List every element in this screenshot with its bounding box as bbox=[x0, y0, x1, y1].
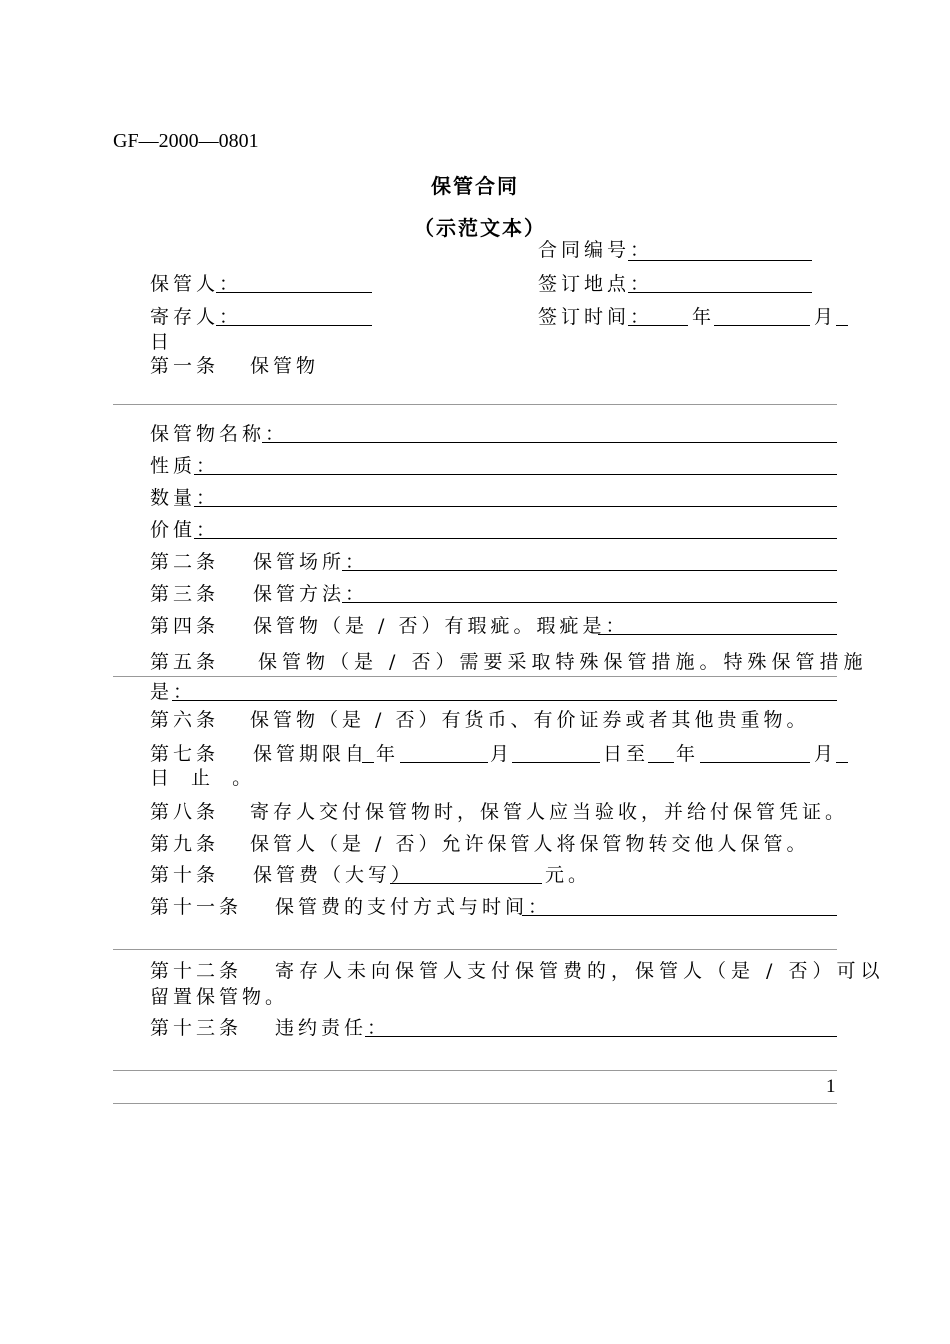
special-measures-field[interactable] bbox=[172, 700, 837, 701]
time-label: 签订时间： bbox=[538, 306, 654, 328]
article-11-text: 保管费的支付方式与时间： bbox=[275, 896, 552, 918]
period-end-month-field[interactable] bbox=[700, 762, 810, 763]
item-value-label: 价值： bbox=[150, 519, 220, 541]
article-3-text: 保管方法： bbox=[253, 583, 369, 605]
article-2-text: 保管场所： bbox=[253, 551, 369, 573]
custodian-label: 保管人： bbox=[150, 273, 243, 295]
payment-method-field[interactable] bbox=[522, 915, 837, 916]
article-5-num: 第五条 bbox=[150, 651, 220, 673]
period-month-unit: 月 bbox=[490, 743, 514, 765]
breach-liability-field[interactable] bbox=[365, 1036, 837, 1037]
item-nature-label: 性质： bbox=[150, 455, 220, 477]
period-end-day-field[interactable] bbox=[836, 762, 848, 763]
article-1-text: 保管物 bbox=[250, 355, 320, 377]
day-field[interactable] bbox=[836, 325, 848, 326]
article-13-num: 第十三条 bbox=[150, 1017, 243, 1039]
article-8-text: 寄存人交付保管物时，保管人应当验收，并给付保管凭证。 bbox=[250, 801, 849, 823]
item-nature-field[interactable] bbox=[194, 474, 837, 475]
item-quantity-label: 数量： bbox=[150, 487, 220, 509]
article-10-text: 保管费（大写） bbox=[253, 864, 415, 886]
contract-no-field[interactable] bbox=[628, 260, 812, 261]
item-name-label: 保管物名称： bbox=[150, 423, 289, 445]
article-4-text: 保管物（是 / 否）有瑕疵。瑕疵是： bbox=[253, 615, 629, 637]
article-6-text: 保管物（是 / 否）有货币、有价证券或者其他贵重物。 bbox=[250, 709, 810, 731]
page-number: 1 bbox=[826, 1076, 836, 1097]
item-name-field[interactable] bbox=[262, 442, 837, 443]
fee-amount-field[interactable] bbox=[390, 883, 542, 884]
storage-method-field[interactable] bbox=[342, 602, 837, 603]
article-3-num: 第三条 bbox=[150, 583, 220, 605]
year-unit: 年 bbox=[692, 306, 716, 328]
period-end-year-field[interactable] bbox=[648, 762, 674, 763]
period-month-unit-2: 月 bbox=[814, 743, 838, 765]
document-subtitle: （示范文本） bbox=[414, 216, 546, 240]
defect-field[interactable] bbox=[598, 634, 837, 635]
article-13-text: 违约责任： bbox=[275, 1017, 391, 1039]
period-start-year-field[interactable] bbox=[362, 762, 374, 763]
month-unit: 月 bbox=[814, 306, 838, 328]
custodian-field[interactable] bbox=[216, 292, 372, 293]
place-label: 签订地点： bbox=[538, 273, 654, 295]
period-day-to: 日至 bbox=[603, 743, 650, 765]
article-11-num: 第十一条 bbox=[150, 896, 243, 918]
article-8-num: 第八条 bbox=[150, 801, 220, 823]
month-field[interactable] bbox=[714, 325, 810, 326]
divider bbox=[113, 404, 837, 405]
article-12-text: 寄存人未向保管人支付保管费的，保管人（是 / 否）可以 bbox=[275, 960, 885, 982]
article-4-num: 第四条 bbox=[150, 615, 220, 637]
period-year-unit: 年 bbox=[376, 743, 400, 765]
article-9-text: 保管人（是 / 否）允许保管人将保管物转交他人保管。 bbox=[250, 833, 810, 855]
divider bbox=[113, 1103, 837, 1104]
article-7-text: 保管期限自 bbox=[253, 743, 369, 765]
article-6-num: 第六条 bbox=[150, 709, 220, 731]
period-year-unit-2: 年 bbox=[676, 743, 700, 765]
depositor-field[interactable] bbox=[216, 325, 372, 326]
article-1-num: 第一条 bbox=[150, 355, 220, 377]
fee-unit: 元。 bbox=[545, 864, 592, 886]
article-7-cont: 日 止 。 bbox=[150, 767, 260, 789]
document-title: 保管合同 bbox=[431, 174, 519, 198]
divider bbox=[113, 676, 837, 677]
place-field[interactable] bbox=[628, 292, 812, 293]
article-5-cont: 是： bbox=[150, 681, 197, 703]
article-12-cont: 留置保管物。 bbox=[150, 986, 289, 1008]
article-9-num: 第九条 bbox=[150, 833, 220, 855]
article-12-num: 第十二条 bbox=[150, 960, 243, 982]
article-2-num: 第二条 bbox=[150, 551, 220, 573]
divider bbox=[113, 949, 837, 950]
article-7-num: 第七条 bbox=[150, 743, 220, 765]
item-value-field[interactable] bbox=[194, 538, 837, 539]
period-start-day-field[interactable] bbox=[512, 762, 600, 763]
item-quantity-field[interactable] bbox=[194, 506, 837, 507]
depositor-label: 寄存人： bbox=[150, 306, 243, 328]
day-unit: 日 bbox=[150, 331, 174, 353]
period-start-month-field[interactable] bbox=[400, 762, 488, 763]
year-field[interactable] bbox=[628, 325, 688, 326]
divider bbox=[113, 1070, 837, 1071]
storage-place-field[interactable] bbox=[342, 570, 837, 571]
article-10-num: 第十条 bbox=[150, 864, 220, 886]
document-code: GF—2000—0801 bbox=[113, 130, 259, 152]
contract-no-label: 合同编号： bbox=[538, 239, 654, 261]
article-5-text: 保管物（是 / 否）需要采取特殊保管措施。特殊保管措施 bbox=[258, 651, 868, 673]
